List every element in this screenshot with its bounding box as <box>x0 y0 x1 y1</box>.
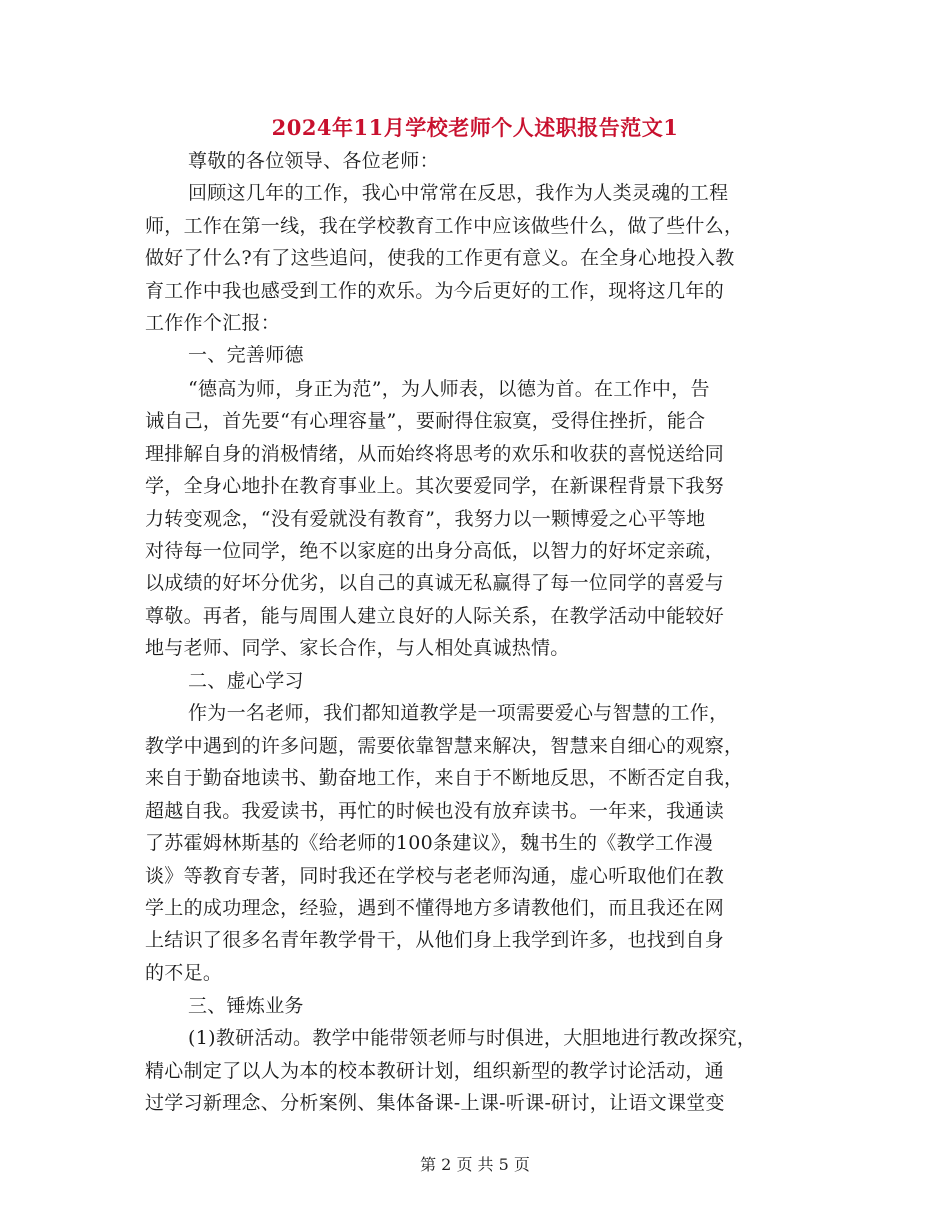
body-line: 的不足。 <box>145 962 223 984</box>
section-heading: 一、完善师德 <box>188 344 304 366</box>
body-line: 理排解自身的消极情绪，从而始终将思考的欢乐和收获的喜悦送给同 <box>145 443 725 465</box>
body-line: 超越自我。我爱读书，再忙的时候也没有放弃读书。一年来，我通读 <box>145 800 725 822</box>
body-line: 以成绩的好坏分优劣，以自己的真诚无私赢得了每一位同学的喜爱与 <box>145 572 725 594</box>
body-line: “德高为师，身正为范”，为人师表，以德为首。在工作中，告 <box>188 378 710 400</box>
body-line: 学，全身心地扑在教育事业上。其次要爱同学，在新课程背景下我努 <box>145 475 725 497</box>
body-line: 回顾这几年的工作，我心中常常在反思，我作为人类灵魂的工程 <box>188 182 729 204</box>
body-line: 力转变观念，“没有爱就没有教育”，我努力以一颗博爱之心平等地 <box>145 508 706 530</box>
body-line: 育工作中我也感受到工作的欢乐。为今后更好的工作，现将这几年的 <box>145 280 725 302</box>
body-line: 尊敬。再者，能与周围人建立良好的人际关系，在教学活动中能较好 <box>145 605 725 627</box>
body-line: 对待每一位同学，绝不以家庭的出身分高低，以智力的好坏定亲疏， <box>145 540 725 562</box>
body-line: 了苏霍姆林斯基的《给老师的100条建议》，魏书生的《教学工作漫 <box>145 832 714 854</box>
page-footer: 第 2 页 共 5 页 <box>420 1155 530 1174</box>
body-line: 诫自己，首先要“有心理容量”，要耐得住寂寞，受得住挫折，能合 <box>145 410 706 432</box>
body-line: 地与老师、同学、家长合作，与人相处真诚热情。 <box>145 637 570 659</box>
document-title: 2024年11月学校老师个人述职报告范文1 <box>271 115 679 140</box>
body-line: (1)教研活动。教学中能带领老师与时俱进，大胆地进行教改探究， <box>188 1027 757 1049</box>
body-line: 作为一名老师，我们都知道教学是一项需要爱心与智慧的工作， <box>188 702 729 724</box>
body-line: 做好了什么?有了这些追问，使我的工作更有意义。在全身心地投入教 <box>145 247 735 269</box>
body-line: 谈》等教育专著，同时我还在学校与老老师沟通，虚心听取他们在教 <box>145 865 725 887</box>
body-line: 来自于勤奋地读书、勤奋地工作，来自于不断地反思，不断否定自我， <box>145 767 744 789</box>
body-line: 上结识了很多名青年教学骨干，从他们身上我学到许多，也找到自身 <box>145 929 725 951</box>
body-line: 学上的成功理念，经验，遇到不懂得地方多请教他们，而且我还在网 <box>145 897 725 919</box>
body-line: 过学习新理念、分析案例、集体备课-上课-听课-研讨，让语文课堂变 <box>145 1092 725 1114</box>
body-line: 师，工作在第一线，我在学校教育工作中应该做些什么，做了些什么， <box>145 215 744 237</box>
body-line: 精心制定了以人为本的校本教研计划，组织新型的教学讨论活动，通 <box>145 1060 725 1082</box>
section-heading: 三、锤炼业务 <box>188 995 304 1017</box>
body-line: 教学中遇到的许多问题，需要依靠智慧来解决，智慧来自细心的观察， <box>145 735 744 757</box>
section-heading: 二、虚心学习 <box>188 670 304 692</box>
body-line: 工作作个汇报： <box>145 312 281 334</box>
salutation: 尊敬的各位领导、各位老师： <box>188 150 439 172</box>
